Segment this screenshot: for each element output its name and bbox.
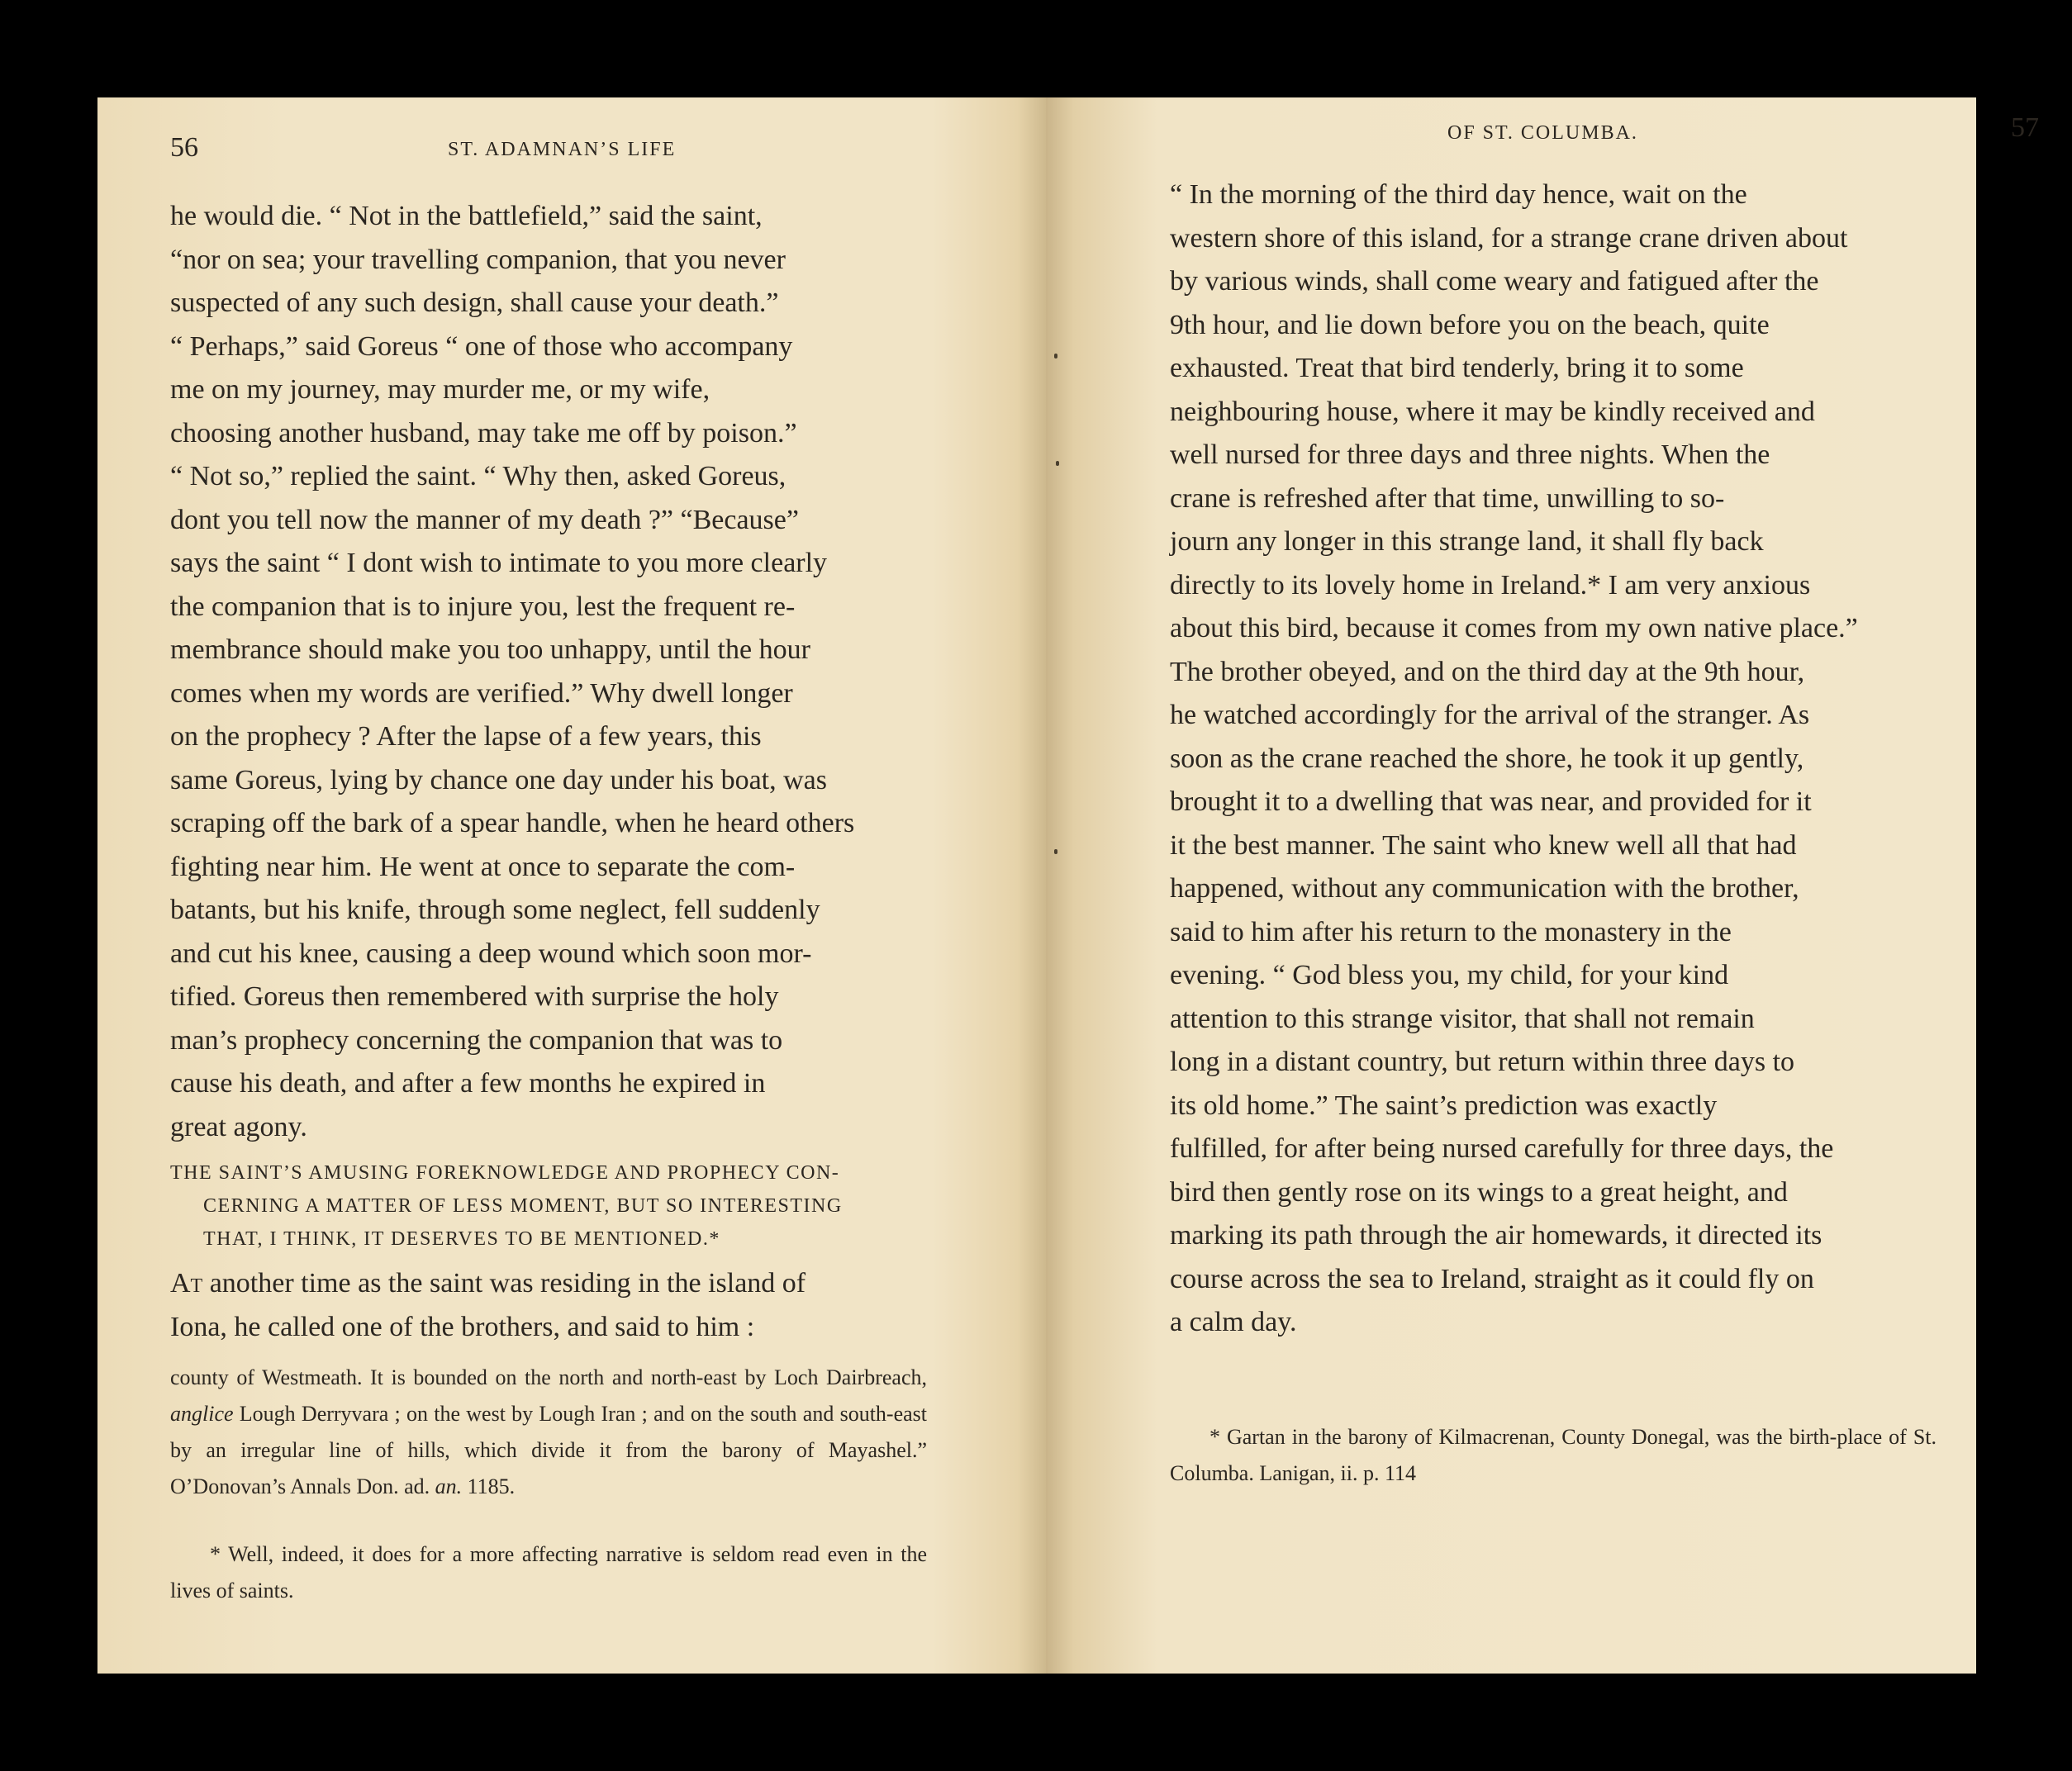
text-line: well nursed for three days and three nights. When the: [1170, 439, 1770, 470]
text-line: The brother obeyed, and on the third day at the 9th hour,: [1170, 656, 1805, 687]
text-line: man’s prophecy concerning the companion that was to: [170, 1024, 783, 1056]
text-line: 9th hour, and lie down before you on the beach, quite: [1170, 309, 1770, 340]
text-line: long in a distant country, but return within three days to: [1170, 1047, 1795, 1077]
text-line: me on my journey, may murder me, or my wife,: [170, 374, 710, 405]
text-line: happened, without any communication with the brother,: [1170, 873, 1799, 904]
text-line: comes when my words are verified.” Why dwell longer: [170, 677, 793, 709]
footnote-continued: [170, 1360, 927, 1505]
text-line: great agony.: [170, 1111, 307, 1142]
section-heading: [170, 1156, 927, 1256]
text-line: same Goreus, lying by chance one day under his boat, was: [170, 764, 827, 795]
paper-speck: [1054, 849, 1057, 854]
text-line: evening. “ God bless you, my child, for your kind: [1170, 960, 1729, 990]
text-line: brought it to a dwelling that was near, and provided for it: [1170, 786, 1812, 817]
text-line: the companion that is to injure you, lest the frequent re-: [170, 591, 796, 622]
text-line: it the best manner. The saint who knew well all that had: [1170, 829, 1797, 861]
text-line: “ Perhaps,” said Goreus “ one of those who accompany: [170, 330, 793, 362]
footnote-italic: an.: [435, 1474, 463, 1498]
heading-line: THE SAINT’S AMUSING FOREKNOWLEDGE AND PROPHECY CON-: [170, 1162, 840, 1184]
text-line: dont you tell now the manner of my death ?” “Because”: [170, 504, 799, 535]
book-spread: [97, 97, 2039, 1674]
text-line: by various winds, shall come weary and fatigued after the: [1170, 266, 1819, 297]
text-line: fulfilled, for after being nursed carefully for three days, the: [1170, 1133, 1834, 1164]
text-line: cause his death, and after a few months he expired in: [170, 1068, 766, 1099]
footnote-text: county of Westmeath. It is bounded on the north and north-east by Loch Dairbreach,: [170, 1365, 927, 1389]
footnote: * Gartan in the barony of Kilmacrenan, County Donegal, was the birth-place of St. Columba. Lanigan, ii. p. 114: [1170, 1425, 1937, 1485]
text-line: soon as the crane reached the shore, he took it up gently,: [1170, 743, 1804, 774]
text-line: exhausted. Treat that bird tenderly, bring it to some: [1170, 353, 1744, 383]
running-title: ST. ADAMNAN’S LIFE: [448, 139, 677, 160]
text-line: choosing another husband, may take me off by poison.”: [170, 417, 797, 449]
heading-line: CERNING A MATTER OF LESS MOMENT, BUT SO INTERESTING: [203, 1195, 843, 1217]
text-line: “nor on sea; your travelling companion, that you never: [170, 244, 786, 275]
text-line: said to him after his return to the monastery in the: [1170, 916, 1732, 947]
text-line: crane is refreshed after that time, unwilling to so-: [1170, 482, 1725, 514]
text-line: neighbouring house, where it may be kindly received and: [1170, 396, 1815, 427]
text-line: scraping off the bark of a spear handle, when he heard others: [170, 808, 855, 838]
footnote-text: 1185.: [462, 1474, 516, 1498]
text-line: journ any longer in this strange land, it shall fly back: [1170, 526, 1764, 557]
paper-speck: [1054, 354, 1057, 358]
text-fragment: another time as the saint was residing in the island of: [202, 1268, 806, 1299]
text-line: [170, 1262, 927, 1306]
footnote-italic: anglice: [170, 1402, 234, 1426]
text-line: batants, but his knife, through some neglect, fell suddenly: [170, 895, 820, 925]
text-line: membrance should make you too unhappy, until the hour: [170, 634, 810, 665]
text-line: a calm day.: [1170, 1307, 1297, 1337]
text-line: bird then gently rose on its wings to a great height, and: [1170, 1176, 1788, 1208]
heading-line: THAT, I THINK, IT DESERVES TO BE MENTIONED.*: [203, 1228, 720, 1250]
page-number: 57: [2011, 112, 2039, 143]
drop-word: At: [170, 1268, 203, 1299]
right-page: [1046, 97, 2039, 1674]
text-line: course across the sea to Ireland, straight as it could fly on: [1170, 1263, 1814, 1294]
text-line: western shore of this island, for a strange crane driven about: [1170, 222, 1848, 254]
text-line: Iona, he called one of the brothers, and said to him :: [170, 1311, 755, 1342]
text-line: fighting near him. He went at once to separate the com-: [170, 851, 796, 882]
left-body-text-continued: [170, 1262, 927, 1349]
text-line: attention to this strange visitor, that shall not remain: [1170, 1003, 1755, 1034]
footnote-text: Lough Derryvara ; on the west by Lough Iran ; and on the south and south-east by an irregular line of hills, which divide it from the barony of Mayashel.” O’Donovan’s Annals Don. ad.: [170, 1402, 927, 1498]
text-line: tified. Goreus then remembered with surprise the holy: [170, 981, 779, 1012]
text-line: its old home.” The saint’s prediction was exactly: [1170, 1090, 1718, 1121]
text-line: directly to its lovely home in Ireland.* I am very anxious: [1170, 569, 1811, 601]
text-line: he would die. “ Not in the battlefield,” said the saint,: [170, 201, 763, 231]
right-body-text: [1170, 173, 1937, 1345]
paper-speck: [1056, 461, 1059, 466]
text-line: about this bird, because it comes from my own native place.”: [1170, 613, 1858, 643]
text-line: marking its path through the air homewards, it directed its: [1170, 1220, 1823, 1251]
text-line: on the prophecy ? After the lapse of a few years, this: [170, 721, 762, 752]
text-line: suspected of any such design, shall cause your death.”: [170, 287, 779, 318]
text-line: he watched accordingly for the arrival of the stranger. As: [1170, 700, 1810, 730]
left-page: [97, 97, 1046, 1674]
left-body-text: [170, 195, 927, 1149]
page-number: 56: [170, 132, 198, 163]
text-line: says the saint “ I dont wish to intimate to you more clearly: [170, 548, 828, 578]
running-title: OF ST. COLUMBA.: [1447, 122, 1638, 144]
footnote: * Well, indeed, it does for a more affecting narrative is seldom read even in the lives of saints.: [170, 1542, 927, 1602]
text-line: “ Not so,” replied the saint. “ Why then, asked Goreus,: [170, 461, 787, 491]
text-line: “ In the morning of the third day hence, wait on the: [1170, 179, 1747, 210]
text-line: and cut his knee, causing a deep wound which soon mor-: [170, 938, 812, 969]
